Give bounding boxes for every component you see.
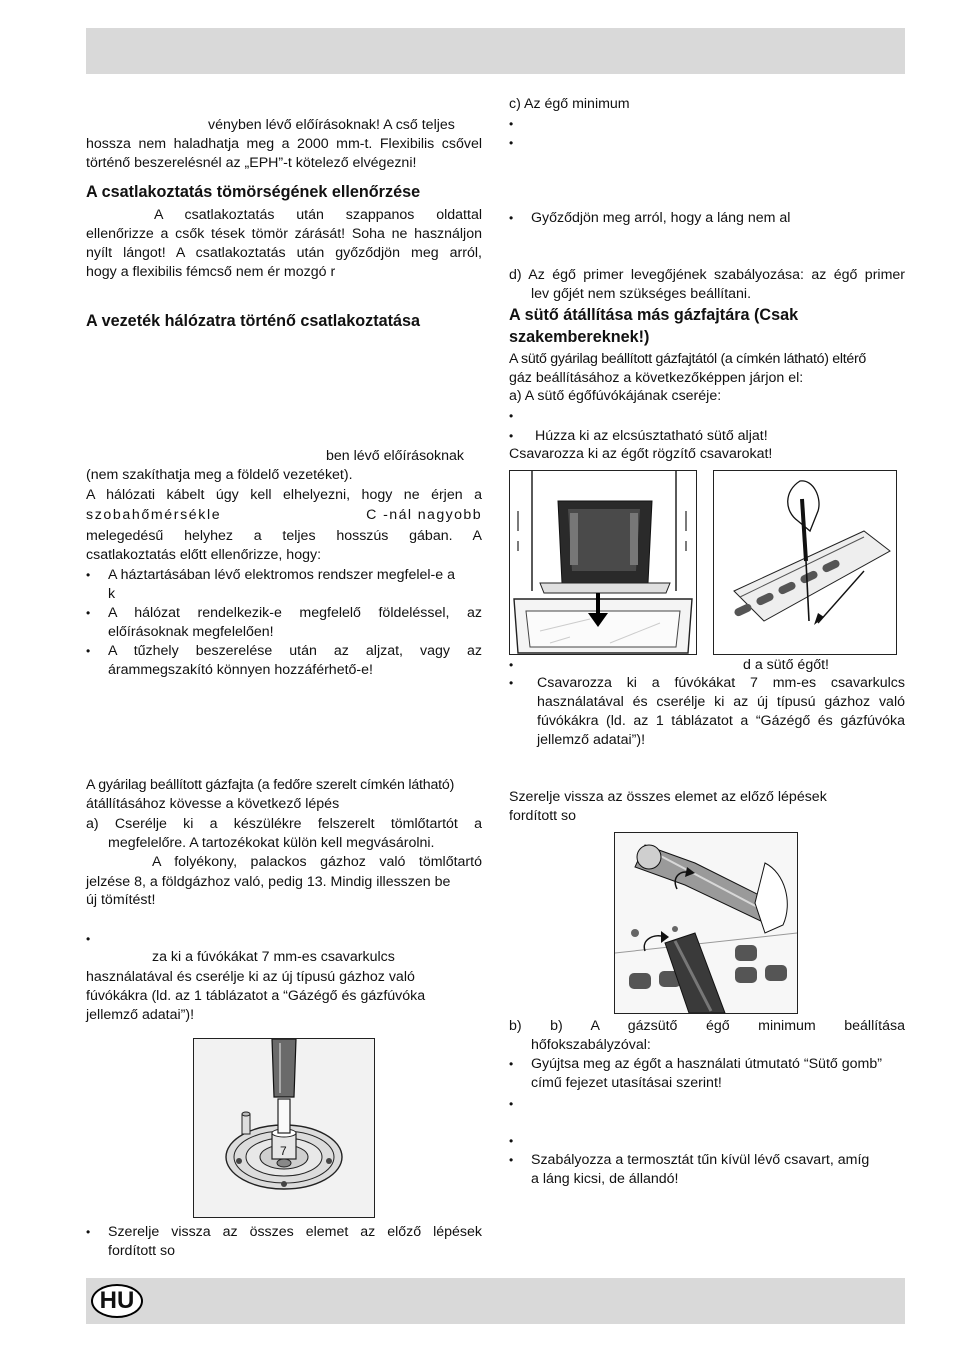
- text-line: fúvókákra (ld. az 1 táblázatot a “Gázégő és gázfúvóka: [86, 988, 426, 1004]
- text-line: b) b) A gázsütő égő minimum beállítása: [509, 1018, 905, 1034]
- text-line: (nem szakíthatja meg a földelő vezetéket).: [86, 467, 353, 483]
- bullet-icon: •: [86, 568, 91, 582]
- wrench-adjust-drawing: [615, 833, 797, 1013]
- bullet-icon: •: [509, 676, 514, 690]
- text-line: A folyékony, palackos gázhoz való tömlőtartó: [152, 854, 482, 870]
- text-line: használatával és cserélje ki az új típusú gázhoz való: [86, 969, 415, 985]
- list-item: Szabályozza a termosztát tűn kívül lévő csavart, amíg: [531, 1152, 870, 1168]
- list-item: Győződjön meg arról, hogy a láng nem al: [531, 210, 791, 226]
- bullet-icon: •: [86, 606, 91, 620]
- text-line: lev gőjét nem szükséges beállítani.: [531, 286, 752, 302]
- text-line: za ki a fúvókákat 7 mm-es csavarkulcs: [152, 949, 395, 965]
- bullet-icon: •: [509, 1097, 514, 1111]
- text-line: C -nál nagyobb: [366, 507, 482, 523]
- list-item: használatával és cserélje ki az új típusú gázhoz való: [537, 694, 905, 710]
- text-line: hossza nem haladhatja meg a 2000 mm-t. Flexibilis csővel: [86, 136, 482, 152]
- text-line: A gyárilag beállított gázfajta (a fedőre szerelt címkén látható): [86, 777, 455, 793]
- text-line: Szerelje vissza az összes elemet az előző lépések: [108, 1224, 482, 1240]
- text-line: Csavarozza ki az égőt rögzítő csavarokat!: [509, 446, 773, 462]
- bullet-icon: •: [509, 1153, 514, 1167]
- list-item: k: [108, 586, 116, 602]
- bullet-icon: •: [86, 932, 91, 946]
- header-bar: [86, 28, 905, 74]
- list-item: A háztartásában lévő elektromos rendszer megfelel-e a: [108, 567, 455, 583]
- wrench-adjust-illustration: [614, 832, 798, 1014]
- text-line: szobahőmérsékle: [86, 507, 222, 523]
- bullet-icon: •: [509, 1057, 514, 1071]
- text-line: gáz beállításához a következőképpen járjon el:: [509, 370, 804, 386]
- text-line: ben lévő előírásoknak: [326, 448, 465, 464]
- wrench-burner-drawing: [194, 1039, 374, 1217]
- text-line: a) A sütő égőfúvókájának cseréje:: [509, 388, 722, 404]
- burner-nozzle-illustration: [193, 1038, 375, 1218]
- section-heading: A csatlakoztatás tömörségének ellenőrzése: [86, 183, 421, 201]
- bullet-icon: •: [86, 644, 91, 658]
- text-line: a) Cserélje ki a készülékre felszerelt tömlőtartót a: [86, 816, 482, 832]
- text-line: A sütő gyárilag beállított gázfajtától (a címkén látható) eltérő: [509, 351, 866, 367]
- text-line: Szerelje vissza az összes elemet az előző lépések: [509, 789, 827, 805]
- screwdriver-burner-drawing: [714, 471, 896, 654]
- list-item: Húzza ki az elcsúsztatható sütő aljat!: [535, 428, 768, 444]
- bullet-icon: •: [509, 658, 514, 672]
- list-item: jellemző adatai”)!: [537, 732, 646, 748]
- bullet-icon: •: [509, 429, 514, 443]
- section-heading: szakembereknek!): [509, 328, 650, 346]
- list-item: A hálózat rendelkezik-e megfelelő földeléssel, az: [108, 605, 482, 621]
- text-line: jellemző adatai”)!: [86, 1007, 195, 1023]
- oven-drawer-drawing: [510, 471, 696, 654]
- list-item: Gyújtsa meg az égőt a használati útmutató “Sütő gomb”: [531, 1056, 882, 1072]
- bullet-icon: •: [509, 1134, 514, 1148]
- text-line: vényben lévő előírásoknak! A cső teljes: [208, 117, 455, 133]
- text-line: új tömítést!: [86, 892, 156, 908]
- fig-marker-label: V: [864, 572, 872, 584]
- text-line: d) Az égő primer levegőjének szabályozása: az égő primer: [509, 267, 905, 283]
- text-line: csatlakoztatás előtt ellenőrizze, hogy:: [86, 547, 322, 563]
- oven-drawer-illustration: [509, 470, 697, 655]
- bullet-icon: •: [509, 211, 514, 225]
- section-heading: A vezeték hálózatra történő csatlakoztatása: [86, 312, 421, 330]
- language-badge: HU: [91, 1284, 143, 1318]
- list-item: fúvókákra (ld. az 1 táblázatot a “Gázégő és gázfúvóka: [537, 713, 905, 729]
- text-line: A hálózati kábelt úgy kell elhelyezni, hogy ne érjen a: [86, 487, 482, 503]
- text-line: c) Az égő minimum: [509, 96, 630, 112]
- burner-screw-illustration: [713, 470, 897, 655]
- list-item: A tűzhely beszerelése után az aljzat, vagy az: [108, 643, 482, 659]
- bullet-icon: •: [509, 117, 514, 131]
- text-line: hogy a flexibilis fémcső nem ér mozgó r: [86, 264, 336, 280]
- bullet-icon: •: [509, 409, 514, 423]
- bullet-icon: •: [509, 136, 514, 150]
- text-line: hőfokszabályzóval:: [531, 1037, 651, 1053]
- bullet-icon: •: [86, 1225, 91, 1239]
- list-item: Csavarozza ki a fúvókákat 7 mm-es csavarkulcs: [537, 675, 905, 691]
- text-line: A csatlakoztatás után szappanos oldattal: [154, 207, 482, 223]
- list-item: d a sütő égőt!: [743, 657, 829, 673]
- text-line: fordított so: [509, 808, 577, 824]
- list-item: előírásoknak megfelelően!: [108, 624, 274, 640]
- text-line: jelzése 8, a földgázhoz való, pedig 13. Mindig illesszen be: [86, 874, 451, 890]
- text-line: átállításához kövesse a következő lépés: [86, 796, 340, 812]
- text-line: megfelelőre. A tartozékokat külön kell megvásárolni.: [108, 835, 435, 851]
- list-item: című fejezet utasításai szerint!: [531, 1075, 722, 1091]
- text-line: történő beszerelésnél az „EPH”-t kötelező elvégezni!: [86, 155, 417, 171]
- list-item: a láng kicsi, de állandó!: [531, 1171, 679, 1187]
- section-heading: A sütő átállítása más gázfajtára (Csak: [509, 306, 799, 324]
- text-line: ellenőrizze a csők tések tömör zárását! Soha ne használjon: [86, 226, 482, 242]
- list-item: árammegszakító könnyen hozzáférhető-e!: [108, 662, 373, 678]
- footer-bar: [86, 1278, 905, 1324]
- text-line: melegedésű helyhez a teljes hosszús gában. A: [86, 528, 482, 544]
- text-line: fordított so: [108, 1243, 176, 1259]
- text-line: nyílt lángot! A csatlakoztatás után győződjön meg arról,: [86, 245, 482, 261]
- fig-size-label: 7: [280, 1144, 287, 1158]
